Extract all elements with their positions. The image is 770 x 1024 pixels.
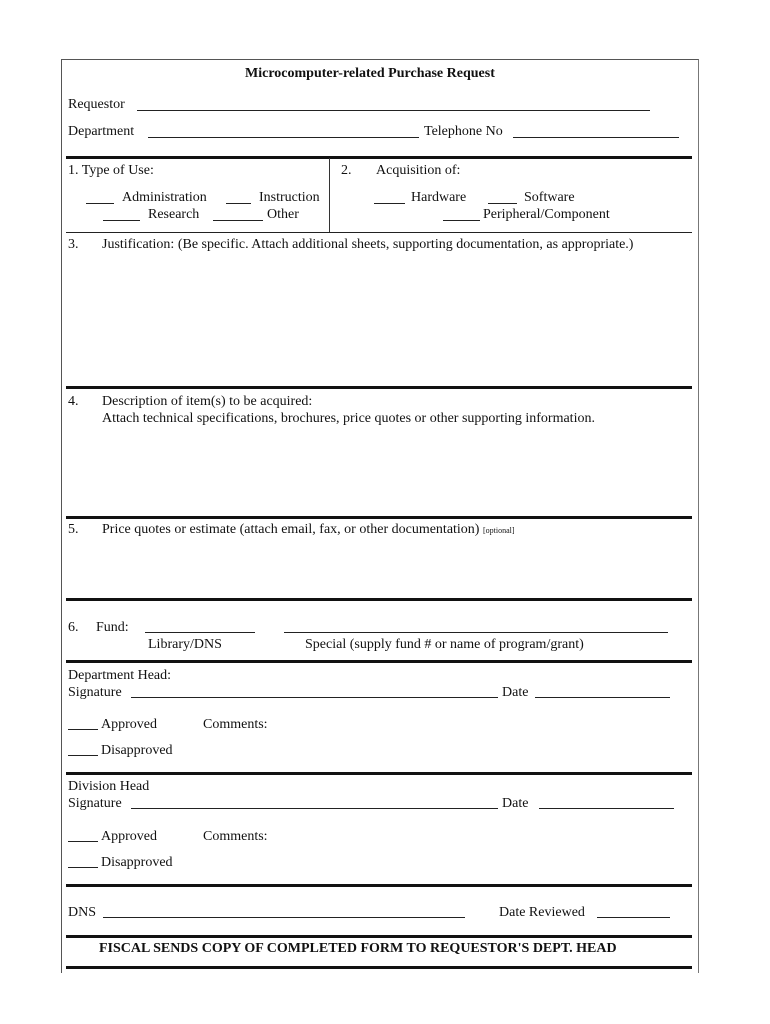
section-divider	[66, 772, 692, 775]
other-checkbox-line[interactable]	[213, 220, 263, 221]
fund-number: 6.	[68, 620, 79, 635]
div-head-signature-field[interactable]	[131, 808, 498, 809]
software-checkbox-line[interactable]	[488, 203, 517, 204]
administration-label: Administration	[122, 190, 207, 205]
price-quotes-text	[102, 522, 515, 539]
div-head-disapproved-checkbox-line[interactable]	[68, 867, 98, 868]
acquisition-heading: Acquisition of:	[376, 163, 461, 178]
special-fund-field[interactable]	[284, 632, 668, 633]
dept-head-comments-label: Comments:	[203, 717, 268, 732]
date-reviewed-field[interactable]	[597, 917, 670, 918]
dept-head-approved-checkbox-line[interactable]	[68, 729, 98, 730]
section-divider	[66, 598, 692, 601]
footer-instruction: FISCAL SENDS COPY OF COMPLETED FORM TO REQUESTOR'S DEPT. HEAD	[99, 941, 617, 956]
optional-note: [optional]	[482, 526, 515, 535]
div-head-date-label: Date	[502, 796, 529, 811]
requestor-label: Requestor	[68, 97, 125, 112]
justification-number: 3.	[68, 237, 79, 252]
fund-label: Fund:	[96, 620, 129, 635]
dept-head-date-field[interactable]	[535, 697, 670, 698]
hardware-checkbox-line[interactable]	[374, 203, 405, 204]
section-divider	[66, 660, 692, 663]
form-title: Microcomputer-related Purchase Request	[245, 66, 495, 81]
hardware-label: Hardware	[411, 190, 467, 205]
dept-head-disapproved-label: Disapproved	[101, 743, 173, 758]
dns-field[interactable]	[103, 917, 465, 918]
div-head-comments-label: Comments:	[203, 829, 268, 844]
section-divider	[66, 935, 692, 938]
dept-head-signature-label: Signature	[68, 685, 122, 700]
dept-head-disapproved-checkbox-line[interactable]	[68, 755, 98, 756]
div-head-date-field[interactable]	[539, 808, 674, 809]
description-heading: Description of item(s) to be acquired:	[102, 394, 313, 409]
section-divider	[66, 232, 692, 233]
section-divider	[66, 386, 692, 389]
description-instructions: Attach technical specifications, brochures, price quotes or other supporting information.	[102, 411, 595, 426]
other-label: Other	[267, 207, 299, 222]
requestor-field[interactable]	[137, 110, 650, 111]
section-divider	[66, 516, 692, 519]
instruction-label: Instruction	[259, 190, 320, 205]
section-divider	[66, 884, 692, 887]
research-checkbox-line[interactable]	[103, 220, 140, 221]
div-head-heading: Division Head	[68, 779, 150, 794]
dept-head-approved-label: Approved	[101, 717, 157, 732]
section-divider	[66, 156, 692, 159]
administration-checkbox-line[interactable]	[86, 203, 114, 204]
instruction-checkbox-line[interactable]	[226, 203, 251, 204]
research-label: Research	[148, 207, 200, 222]
date-reviewed-label: Date Reviewed	[499, 905, 585, 920]
acquisition-number: 2.	[341, 163, 352, 178]
div-head-signature-label: Signature	[68, 796, 122, 811]
telephone-field[interactable]	[513, 137, 679, 138]
library-fund-field[interactable]	[145, 632, 255, 633]
peripheral-checkbox-line[interactable]	[443, 220, 480, 221]
justification-text: Justification: (Be specific. Attach additional sheets, supporting documentation, as appropriate.)	[102, 237, 634, 252]
peripheral-label: Peripheral/Component	[483, 207, 610, 222]
div-head-approved-label: Approved	[101, 829, 157, 844]
telephone-label: Telephone No	[424, 124, 503, 139]
department-label: Department	[68, 124, 135, 139]
department-field[interactable]	[148, 137, 419, 138]
type-of-use-heading: 1. Type of Use:	[68, 163, 154, 178]
price-quotes-label: Price quotes or estimate (attach email, fax, or other documentation)	[102, 522, 480, 537]
price-quotes-number: 5.	[68, 522, 79, 537]
description-number: 4.	[68, 394, 79, 409]
software-label: Software	[524, 190, 575, 205]
div-head-approved-checkbox-line[interactable]	[68, 841, 98, 842]
library-caption: Library/DNS	[148, 637, 222, 652]
bottom-border	[66, 966, 692, 969]
column-divider	[329, 158, 330, 232]
dept-head-signature-field[interactable]	[131, 697, 498, 698]
dept-head-heading: Department Head:	[68, 668, 172, 683]
dns-label: DNS	[68, 905, 97, 920]
special-caption: Special (supply fund # or name of program/grant)	[305, 637, 584, 652]
div-head-disapproved-label: Disapproved	[101, 855, 173, 870]
dept-head-date-label: Date	[502, 685, 529, 700]
